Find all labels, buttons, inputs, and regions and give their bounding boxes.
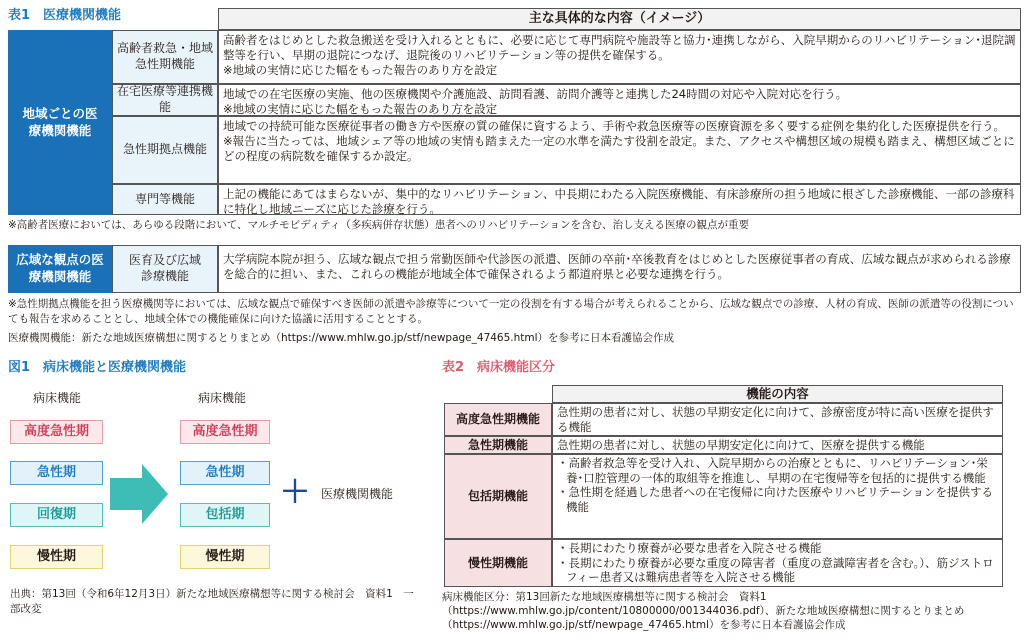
medical-institution-function-label: 医療機関機能 (321, 487, 394, 501)
table1-source: 医療機関機能：新たな地域医療構想に関するとりまとめ（https://www.mhlw.go.jp/stf/newpage_47465.html）を参考に日本看護協会作成 (8, 332, 675, 344)
bed-box-left-1: 高度急性期 (10, 420, 103, 444)
bed-box-left-2: 急性期 (10, 461, 103, 485)
t2-desc-1: 急性期の患者に対し、状態の早期安定化に向けて、診療密度が特に高い医療を提供する機能 (552, 403, 1003, 436)
table1-title: 表1 医療機関機能 (8, 8, 122, 23)
t2-desc-3: ・高齢者救急等を受け入れ、入院早期からの治療とともに、リハビリテーション･栄養･口腔管理の一体的取組等を推進し、早期の在宅復帰等を包括的に提供する機能 ・急性期を経過した患者への在宅復帰に向けた医療やリハビリテーションを提供する機能 (552, 454, 1003, 539)
figure1-source: 出典：第13回（令和6年12月3日）新たな地域医療構想等に関する検討会 資料1 一部改変 (10, 588, 414, 615)
bed-box-left-3: 回復期 (10, 503, 103, 527)
t2-label-1: 高度急性期機能 (444, 403, 552, 436)
bed-box-left-4: 慢性期 (10, 545, 103, 569)
plus-icon: ＋ (280, 475, 310, 510)
bed-box-right-1: 高度急性期 (180, 420, 270, 444)
t2-desc-2: 急性期の患者に対し、状態の早期安定化に向けて、医療を提供する機能 (552, 436, 1003, 454)
wide-group-label: 広域な観点の医療機関機能 (8, 245, 112, 293)
row-label-2: 在宅医療等連携機能 (112, 84, 218, 116)
row-desc-2: 地域での在宅医療の実施、他の医療機関や介護施設、訪問看護、訪問介護等と連携した24時間の対応や入院対応を行う。 ※地域の実情に応じた幅をもった報告のあり方を設定 (218, 84, 1021, 116)
t2-label-4: 慢性期機能 (444, 539, 552, 587)
bed-box-right-4: 慢性期 (180, 545, 270, 569)
table2-header: 機能の内容 (552, 385, 1003, 403)
table1-note1: ※高齢者医療においては、あらゆる段階において、マルチモビディティ（多疾病併存状態）患者へのリハビリテーションを含む、治し支える医療の観点が重要 (8, 219, 749, 231)
t2-desc-4: ・長期にわたり療養が必要な患者を入院させる機能 ・長期にわたり療養が必要な重度の障害者（重度の意識障害者を含む。）、筋ジストロフィー患者又は難病患者等を入院させる機能 (552, 539, 1003, 587)
row-label-3: 急性期拠点機能 (112, 116, 218, 184)
wide-row-desc: 大学病院本院が担う、広域な観点で担う常勤医師や代診医の派遣、医師の卒前･卒後教育をはじめとした医療従事者の育成、広域な観点が求められる診療を総合的に担い、また、これらの機能が地域全体で確保されるよう都道府県と必要な連携を行う。 (218, 245, 1021, 293)
table2-source: 病床機能区分：第13回新たな地域医療構想等に関する検討会 資料1（https://www.mhlw.go.jp/content/10800000/001344036.pdf）、新たな地域医療構想に関するとりまとめ（https://www.mhlw.go.jp/stf/newpage_47465.html）を参考に日本看護協会作成 (442, 591, 965, 632)
t2-label-2: 急性期機能 (444, 436, 552, 454)
row-desc-4: 上記の機能にあてはまらないが、集中的なリハビリテーション、中長期にわたる入院医療機能、有床診療所の担う地域に根ざした診療機能、一部の診療科に特化し地域ニーズに応じた診療を行う。 (218, 184, 1021, 215)
row-label-1: 高齢者救急・地域急性期機能 (112, 30, 218, 84)
fig-left-header: 病床機能 (33, 391, 82, 405)
group-label-text: 地域ごとの医療機関機能 (22, 105, 98, 138)
fig-right-header: 病床機能 (198, 391, 247, 405)
table2-title: 表2 病床機能区分 (442, 360, 556, 375)
table1-header: 主な具体的な内容（イメージ） (218, 8, 1021, 30)
table1-note2: ※急性期拠点機能を担う医療機関等においては、広域な観点で確保すべき医師の派遣や診療等について一定の役割を有する場合が考えられることから、広域な観点での診療、人材の育成、医師の派遣等の役割についても報告を求めることとし、地域全体での機能確保に向けた協議に活用することとする。 (8, 298, 1014, 326)
row-desc-3: 地域での持続可能な医療従事者の働き方や医療の質の確保に資するよう、手術や救急医療等の医療資源を多く要する症例を集約化した医療提供を行う。 ※報告に当たっては、地域シェア等の地域の実情も踏まえた一定の水準を満たす役割を設定。また、アクセスや構想区域の規模も踏まえ、構想区域ごとにどの程度の病院数を確保するか設定。 (218, 116, 1021, 184)
bed-box-right-3: 包括期 (180, 503, 270, 527)
table1-group-label (8, 30, 112, 215)
figure1-title: 図1 病床機能と医療機関機能 (8, 360, 187, 375)
bed-box-right-2: 急性期 (180, 461, 270, 485)
row-desc-1: 高齢者をはじめとした救急搬送を受け入れるとともに、必要に応じて専門病院や施設等と協力･連携しながら、入院早期からのリハビリテーション･退院調整等を行い、早期の退院につなげ、退院後のリハビリテーション等の提供を確保する。 ※地域の実情に応じた幅をもった報告のあり方を設定 (218, 30, 1021, 84)
right-arrow-icon (110, 464, 170, 524)
wide-row-label: 医育及び広域診療機能 (112, 245, 218, 293)
t2-label-3: 包括期機能 (444, 454, 552, 539)
row-label-4: 専門等機能 (112, 184, 218, 215)
